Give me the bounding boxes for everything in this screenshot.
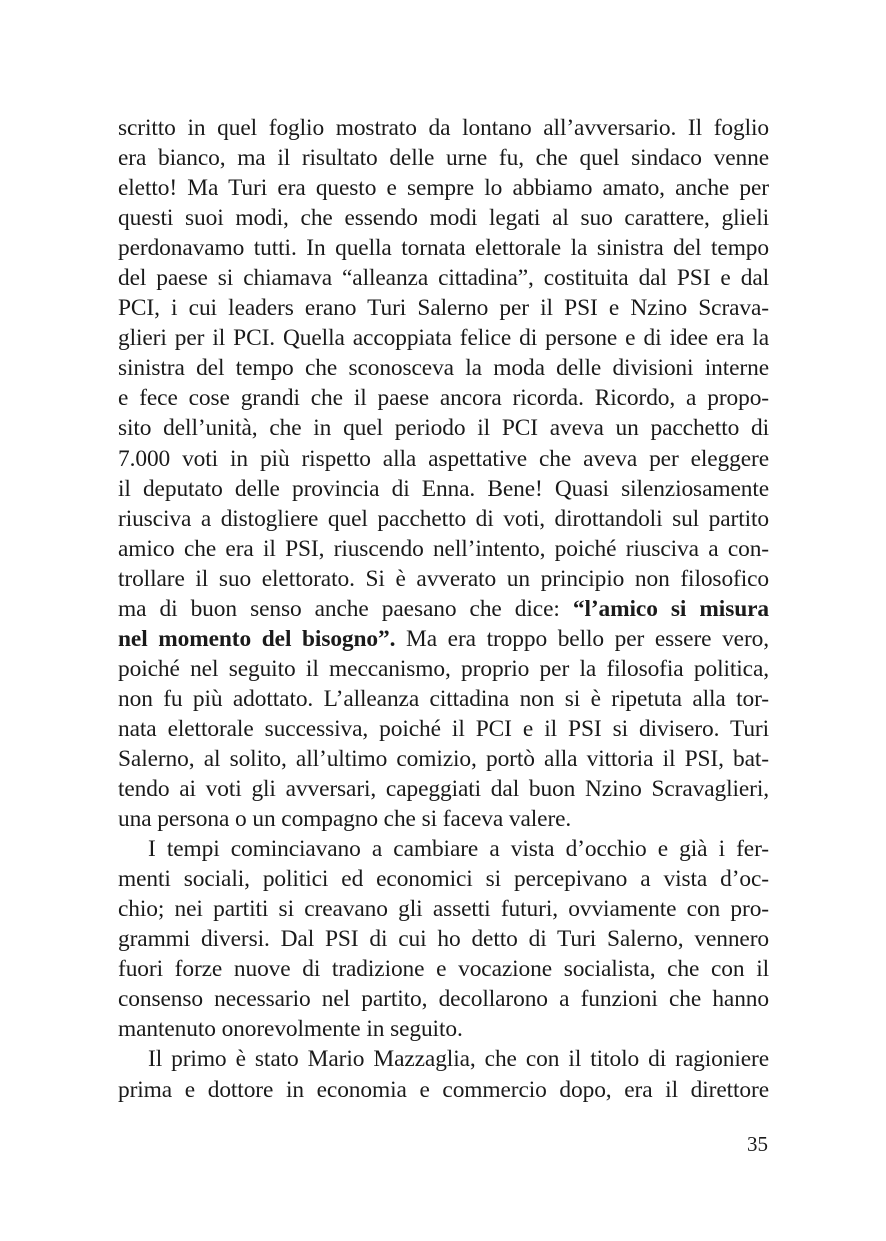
text-line: Salerno, al solito, all’ultimo comizio, portò alla vittoria il PSI, bat-	[118, 745, 769, 772]
text-line: grammi diversi. Dal PSI di cui ho detto di Turi Salerno, vennero	[118, 926, 769, 953]
paragraph	[118, 113, 769, 834]
text-line: nata elettorale successiva, poiché il PCI e il PSI si divisero. Turi	[118, 715, 769, 742]
text-line: del paese si chiamava “alleanza cittadina”, costituita dal PSI e dal	[118, 265, 769, 292]
text-run: ma di buon senso anche paesano che dice:	[118, 595, 573, 622]
text-line: una persona o un compagno che si faceva valere.	[118, 806, 572, 833]
text-line: il deputato delle provincia di Enna. Bene! Quasi silenziosamente	[118, 475, 769, 502]
text-line: era bianco, ma il risultato delle urne fu, che quel sindaco venne	[118, 145, 769, 172]
text-line: riusciva a distogliere quel pacchetto di voti, dirottandoli sul partito	[118, 505, 769, 532]
text-line: poiché nel seguito il meccanismo, proprio per la filosofia politica,	[118, 655, 769, 682]
text-line: tendo ai voti gli avversari, capeggiati dal buon Nzino Scravaglieri,	[118, 776, 769, 803]
paragraph	[118, 834, 769, 1044]
text-line: eletto! Ma Turi era questo e sempre lo abbiamo amato, anche per	[118, 175, 769, 202]
text-line: I tempi cominciavano a cambiare a vista d’occhio e già i fer-	[148, 836, 769, 863]
text-line: consenso necessario nel partito, decollarono a funzioni che hanno	[118, 986, 769, 1013]
text-line: amico che era il PSI, riuscendo nell’intento, poiché riusciva a con-	[118, 535, 769, 562]
text-line: sinistra del tempo che sconosceva la moda delle divisioni interne	[118, 355, 769, 382]
text-line: trollare il suo elettorato. Si è avverato un principio non filosofico	[118, 565, 769, 592]
text-line: e fece cose grandi che il paese ancora ricorda. Ricordo, a propo-	[118, 385, 769, 412]
bold-quote: nel momento del bisogno”.	[118, 625, 396, 652]
text-line: prima e dottore in economia e commercio dopo, era il direttore	[118, 1076, 769, 1103]
text-line: non fu più adottato. L’alleanza cittadina non si è ripetuta alla tor-	[118, 685, 769, 712]
text-line: chio; nei partiti si creavano gli assetti futuri, ovviamente con pro-	[118, 896, 769, 923]
text-line: menti sociali, politici ed economici si percepivano a vista d’oc-	[118, 866, 769, 893]
text-line: glieri per il PCI. Quella accoppiata felice di persone e di idee era la	[118, 325, 769, 352]
page-number: 35	[747, 1132, 768, 1156]
text-line: perdonavamo tutti. In quella tornata elettorale la sinistra del tempo	[118, 235, 769, 262]
text-line: Il primo è stato Mario Mazzaglia, che con il titolo di ragioniere	[148, 1046, 769, 1073]
bold-quote: “l’amico si misura	[572, 595, 769, 622]
paragraph	[118, 1044, 769, 1104]
text-run: Ma era troppo bello per essere vero,	[395, 625, 769, 652]
text-line: 7.000 voti in più rispetto alla aspettative che aveva per eleggere	[118, 445, 769, 472]
text-line: sito dell’unità, che in quel periodo il PCI aveva un pacchetto di	[118, 415, 769, 442]
text-line-with-bold	[118, 594, 769, 624]
text-line-with-bold	[118, 624, 769, 654]
text-line: mantenuto onorevolmente in seguito.	[118, 1016, 463, 1043]
text-line: scritto in quel foglio mostrato da lontano all’avversario. Il foglio	[118, 115, 769, 141]
text-line: questi suoi modi, che essendo modi legati al suo carattere, glieli	[118, 205, 769, 232]
page-body	[118, 113, 769, 1105]
text-line: fuori forze nuove di tradizione e vocazione socialista, che con il	[118, 956, 769, 983]
text-line: PCI, i cui leaders erano Turi Salerno per il PSI e Nzino Scrava-	[118, 295, 769, 322]
